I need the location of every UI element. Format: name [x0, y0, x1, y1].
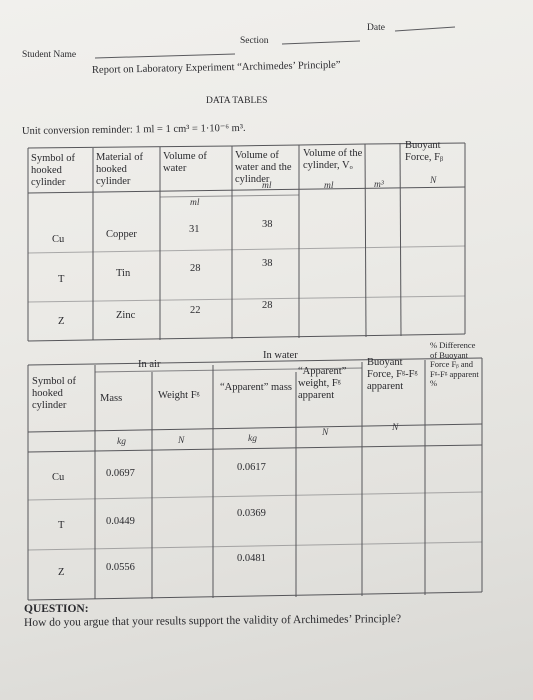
t2-row3-symbol: Z — [58, 567, 65, 578]
t2-row3-mass: 0.0556 — [106, 562, 135, 573]
date-label: Date — [367, 23, 385, 33]
t2-in-air: In air — [138, 359, 161, 370]
t2-header-apparent-mass: “Apparent” mass — [220, 382, 293, 393]
section-label: Section — [240, 36, 269, 46]
t2-unit-apparent-weight: N — [322, 428, 329, 438]
t2-unit-apparent-mass: kg — [248, 434, 257, 444]
t2-in-water: In water — [263, 350, 298, 361]
t1-unit-m3: m³ — [374, 180, 384, 190]
t1-row1-symbol: Cu — [52, 234, 65, 245]
t1-row3-symbol: Z — [58, 316, 65, 327]
t2-header-weight: Weight Fᵍ — [158, 390, 200, 401]
question-label: QUESTION: — [24, 603, 89, 615]
t2-unit-mass: kg — [117, 437, 126, 447]
t2-row1-mass: 0.0697 — [106, 468, 135, 479]
t1-row3-material: Zinc — [116, 310, 136, 321]
t1-unit-newton: N — [430, 176, 437, 186]
t2-header-symbol: Symbol of hooked cylinder — [32, 376, 77, 411]
t1-row2-water-cylinder: 38 — [262, 258, 273, 269]
t1-unit-water: ml — [190, 198, 200, 208]
t1-row2-water: 28 — [190, 263, 201, 274]
t1-header-material: Material of hooked cylinder — [96, 152, 143, 187]
t2-row1-apparent-mass: 0.0617 — [237, 462, 266, 473]
t1-header-water-cylinder: Volume of water and the cylinder — [235, 150, 292, 185]
t2-header-buoyant-force: Buoyant Force, Fᵍ-Fᵍ apparent — [367, 357, 418, 392]
student-name-label: Student Name — [22, 50, 77, 60]
t1-unit-cylinder-volume: ml — [324, 181, 334, 191]
unit-reminder: Unit conversion reminder: 1 ml = 1 cm³ = 1·10⁻⁶ m³. — [21, 122, 246, 137]
t2-row2-mass: 0.0449 — [106, 516, 135, 527]
t1-row2-symbol: T — [58, 274, 65, 285]
tables-title: DATA TABLES — [206, 96, 268, 106]
t1-row3-water: 22 — [190, 305, 201, 316]
t2-row2-apparent-mass: 0.0369 — [237, 508, 266, 519]
question-text: How do you argue that your results support the validity of Archimedes’ Principle? — [23, 613, 402, 629]
t2-row3-apparent-mass: 0.0481 — [237, 553, 266, 564]
t1-row2-material: Tin — [116, 268, 131, 279]
t2-unit-buoyant-force: N — [392, 423, 399, 433]
t2-row2-symbol: T — [58, 520, 65, 531]
t1-header-symbol: Symbol of hooked cylinder — [31, 153, 76, 188]
t1-header-water: Volume of water — [163, 151, 207, 174]
t1-row1-water-cylinder: 38 — [262, 219, 273, 230]
report-title: Report on Laboratory Experiment “Archimedes’ Principle” — [91, 59, 341, 76]
t1-header-cylinder-volume: Volume of the cylinder, Vₒ — [303, 148, 363, 171]
t1-header-buoyant-force: Buoyant Force, Fᵦ — [405, 140, 443, 163]
t2-header-apparent-weight: “Apparent” weight, Fᵍ apparent — [298, 366, 347, 401]
t1-unit-water-cylinder: ml — [262, 181, 272, 191]
t1-row1-water: 31 — [189, 224, 200, 235]
t1-row3-water-cylinder: 28 — [262, 300, 273, 311]
t1-row1-material: Copper — [106, 229, 137, 240]
t2-header-mass: Mass — [100, 393, 123, 404]
t2-row1-symbol: Cu — [52, 472, 65, 483]
t2-header-percent-difference: % Difference of Buoyant Force Fᵦ and Fᵍ-Fᵍ apparent % — [430, 340, 479, 389]
t2-unit-weight: N — [178, 436, 185, 446]
